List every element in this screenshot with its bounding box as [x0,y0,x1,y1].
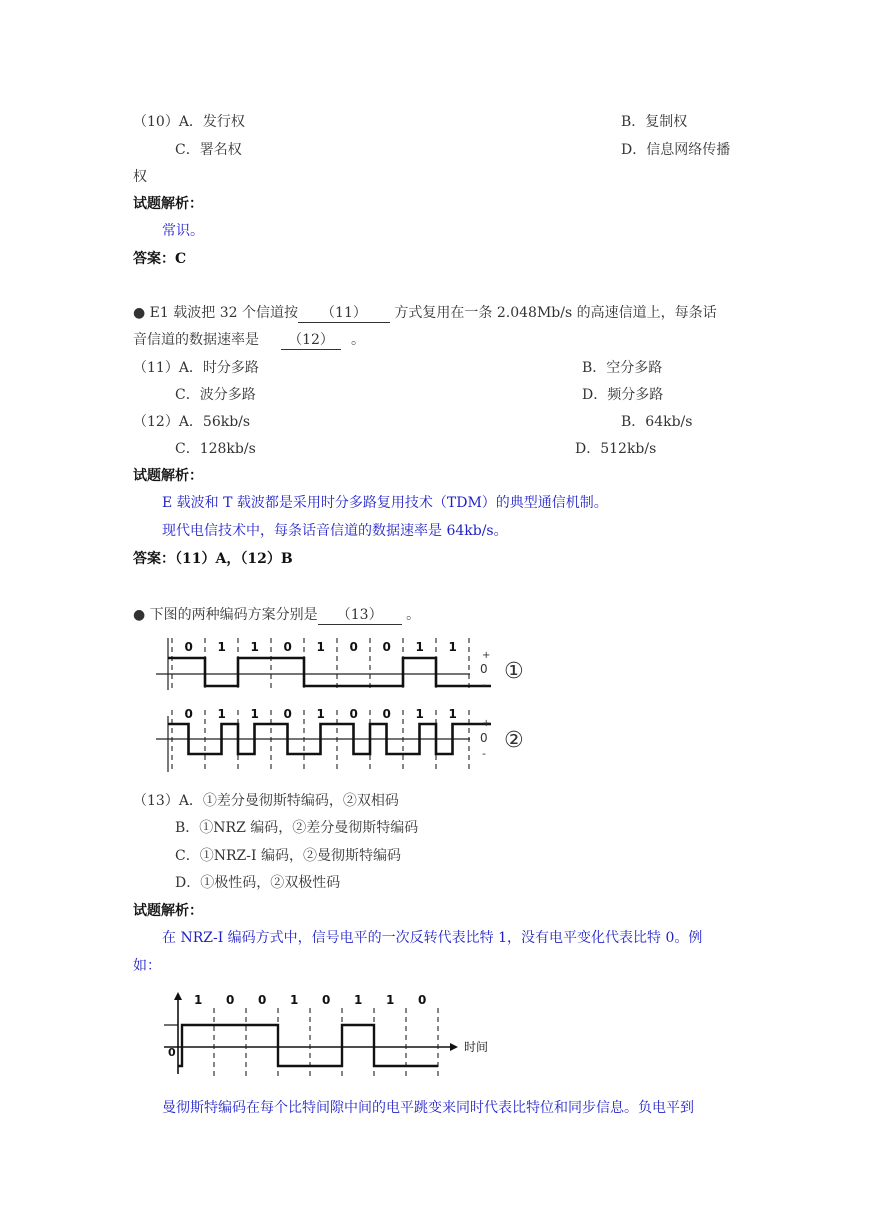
q11-analysis-1: E 载波和 T 载波都是采用时分多路复用技术（TDM）的典型通信机制。 [162,495,608,511]
bit-label: 0 [283,707,292,721]
bit-label: 1 [386,993,395,1007]
figure-1-label: ① [504,659,524,684]
q11-stem-part2: 方式复用在一条 2.048Mb/s 的高速信道上，每条话 [394,305,717,321]
bit-label: 1 [290,993,299,1007]
bullet-icon: ● [133,305,146,321]
bit-label: 1 [217,640,226,654]
bit-label: 1 [194,993,203,1007]
q13-option-c: C．①NRZ-I 编码，②曼彻斯特编码 [175,848,401,864]
level-minus-label: - [482,678,486,691]
bit-label: 0 [283,640,292,654]
q13-stem-part1: 下图的两种编码方案分别是 [149,607,318,623]
q11-option-a: （11）A．时分多路 [133,360,259,376]
q10-analysis-label: 试题解析： [133,196,203,212]
bit-label: 1 [354,993,363,1007]
bit-label: 0 [418,993,427,1007]
level-plus-label: + [482,718,491,729]
blank-13: （13） [318,606,402,625]
q13-option-a: （13）A．①差分曼彻斯特编码，②双相码 [133,793,399,809]
q13-analysis-2: 曼彻斯特编码在每个比特间隙中间的电平跳变来同时代表比特位和同步信息。负电平到 [162,1100,694,1116]
q13-analysis-1: 在 NRZ-I 编码方式中，信号电平的一次反转代表比特 1，没有电平变化代表比特 0。例 [162,930,703,946]
bit-label: 1 [217,707,226,721]
bit-label: 1 [316,640,325,654]
bit-label: 0 [322,993,331,1007]
bit-label: 0 [382,707,391,721]
q11-analysis-label: 试题解析： [133,468,203,484]
q11-option-d: D．频分多路 [582,387,664,403]
time-axis-label: 时间 [464,1040,489,1054]
bit-label: 1 [448,640,457,654]
q12-stem-part1: 音信道的数据速率是 [133,332,259,348]
encoding-figure-1 [150,636,530,692]
level-minus-label: - [482,747,486,760]
q10-option-a: （10）A．发行权 [133,114,245,130]
q11-stem-part1: E1 载波把 32 个信道按 [149,305,298,321]
q13-stem [133,606,420,625]
bit-label: 1 [448,707,457,721]
bullet-icon: ● [133,607,146,623]
bit-label: 0 [184,640,193,654]
level-zero-label: 0 [480,731,488,745]
bit-label: 1 [316,707,325,721]
q10-option-d-wrap: 权 [133,169,147,185]
q11-option-b: B．空分多路 [582,360,663,376]
q10-answer: 答案：C [133,251,187,267]
q10-analysis: 常识。 [162,223,204,239]
q11-stem-line2 [133,331,365,350]
level-plus-label: + [482,650,491,661]
q11-option-c: C．波分多路 [175,387,256,403]
level-zero-label: 0 [168,1046,176,1059]
q12-option-d: D．512kb/s [575,441,657,457]
q11-analysis-2: 现代电信技术中，每条话音信道的数据速率是 64kb/s。 [162,523,508,539]
q12-option-a: （12）A．56kb/s [133,414,251,430]
q12-option-c: C．128kb/s [175,441,256,457]
level-zero-label: 0 [480,662,488,676]
q12-option-b: B．64kb/s [621,414,693,430]
bit-label: 1 [250,707,259,721]
q10-option-b: B．复制权 [621,114,688,130]
q11-answer: 答案：（11）A，（12）B [133,551,293,567]
q13-stem-part2: 。 [406,607,421,623]
blank-12: （12） [281,331,341,350]
q13-analysis-1-wrap: 如： [133,958,161,974]
bit-label: 0 [349,707,358,721]
bit-label: 1 [415,707,424,721]
q13-option-b: B．①NRZ 编码，②差分曼彻斯特编码 [175,820,419,836]
q10-option-c: C．署名权 [175,142,242,158]
bit-label: 0 [184,707,193,721]
nrzi-example-figure [160,990,520,1078]
bit-label: 1 [250,640,259,654]
q13-option-d: D．①极性码，②双极性码 [175,875,341,891]
q12-stem-part2: 。 [351,332,365,348]
encoding-figure-2 [150,706,530,776]
q10-option-d: D．信息网络传播 [621,142,731,158]
bit-label: 1 [415,640,424,654]
bit-label: 0 [382,640,391,654]
q11-stem-line1 [133,304,717,323]
blank-11: （11） [298,304,390,323]
bit-label: 0 [226,993,235,1007]
bit-label: 0 [258,993,267,1007]
figure-2-label: ② [504,728,524,753]
bit-label: 0 [349,640,358,654]
q13-analysis-label: 试题解析： [133,903,203,919]
